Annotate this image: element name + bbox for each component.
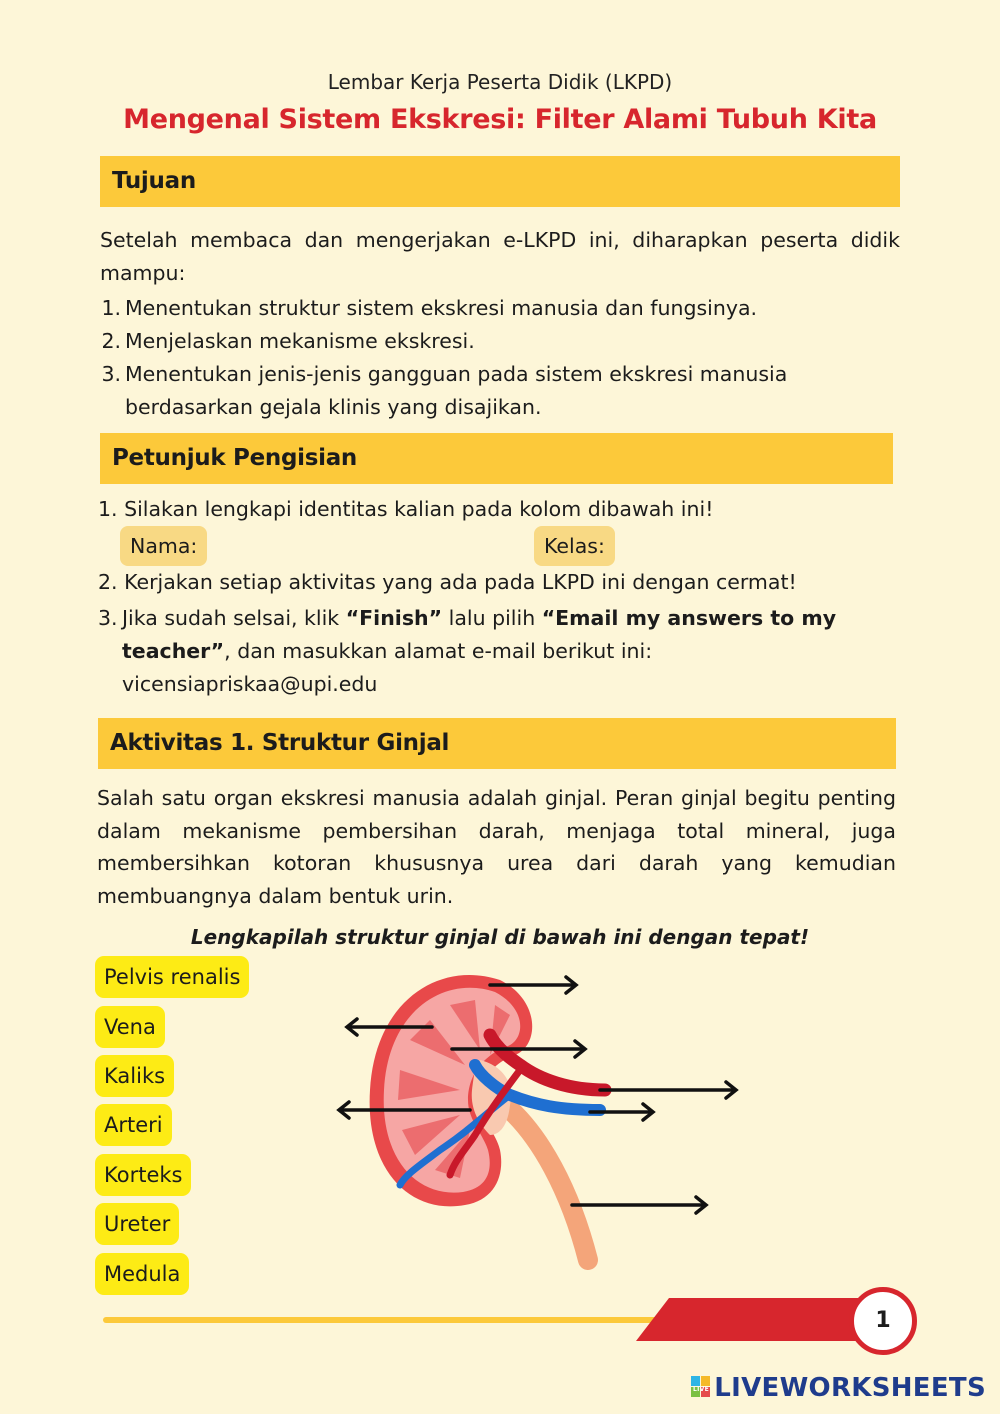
petunjuk-item-3: 3. Jika sudah selsai, klik “Finish” lalu pilih “Email my answers to my teacher”, dan masukkan alamat e-mail berikut ini: vicensiapriskaa@upi.edu xyxy=(98,606,837,696)
petunjuk-item-2: 2. Kerjakan setiap aktivitas yang ada pada LKPD ini dengan cermat! xyxy=(98,570,797,594)
aktivitas-1-paragraph: Salah satu organ ekskresi manusia adalah ginjal. Peran ginjal begitu penting dalam mekanisme pembersihan darah, menjaga total mineral, juga membersihkan kotoran khususnya urea dari darah yang kemudian membuangnya dalam bentuk urin. xyxy=(97,786,896,908)
worksheet-subtitle: Lembar Kerja Peserta Didik (LKPD) xyxy=(327,70,673,94)
teacher-email: vicensiapriskaa@upi.edu xyxy=(122,672,378,696)
footer-line xyxy=(103,1317,663,1323)
svg-text:LIVE: LIVE xyxy=(693,1386,710,1393)
kelas-field-label: Kelas: xyxy=(534,526,615,566)
section-heading-tujuan: Tujuan xyxy=(100,156,900,207)
footer-red-banner xyxy=(636,1298,866,1341)
label-pelvis-renalis[interactable]: Pelvis renalis xyxy=(95,956,249,998)
nama-input[interactable] xyxy=(222,526,522,566)
nama-field-label: Nama: xyxy=(120,526,207,566)
liveworksheets-logo-icon xyxy=(691,1376,711,1398)
tujuan-intro: Setelah membaca dan mengerjakan e-LKPD ini, diharapkan peserta didik mampu: xyxy=(100,228,900,285)
ureter-shape xyxy=(505,1105,588,1260)
list-item: 2. Menjelaskan mekanisme ekskresi. xyxy=(101,329,475,353)
aktivitas-1-instruction: Lengkapilah struktur ginjal di bawah ini dengan tepat! xyxy=(190,925,810,949)
label-vena[interactable]: Vena xyxy=(95,1006,165,1048)
kelas-input[interactable] xyxy=(625,526,895,566)
list-item: 1. Menentukan struktur sistem ekskresi manusia dan fungsinya. xyxy=(101,296,758,320)
section-heading-aktivitas-1: Aktivitas 1. Struktur Ginjal xyxy=(98,718,896,769)
kidney-diagram xyxy=(330,960,750,1280)
page-number: 1 xyxy=(849,1287,917,1355)
label-arteri[interactable]: Arteri xyxy=(95,1104,172,1146)
petunjuk-item-1: 1. Silakan lengkapi identitas kalian pada kolom dibawah ini! xyxy=(98,497,714,521)
list-item: 3. Menentukan jenis-jenis gangguan pada sistem ekskresi manusia berdasarkan gejala klinis yang disajikan. xyxy=(101,362,788,419)
label-kaliks[interactable]: Kaliks xyxy=(95,1055,174,1097)
label-medula[interactable]: Medula xyxy=(95,1253,189,1295)
liveworksheets-brand: LIVE LIVEWORKSHEETS xyxy=(693,1373,986,1403)
worksheet-title: Mengenal Sistem Ekskresi: Filter Alami Tubuh Kita xyxy=(123,104,877,135)
label-korteks[interactable]: Korteks xyxy=(95,1154,191,1196)
tujuan-list xyxy=(100,292,900,424)
label-ureter[interactable]: Ureter xyxy=(95,1203,179,1245)
section-heading-petunjuk: Petunjuk Pengisian xyxy=(100,433,893,484)
